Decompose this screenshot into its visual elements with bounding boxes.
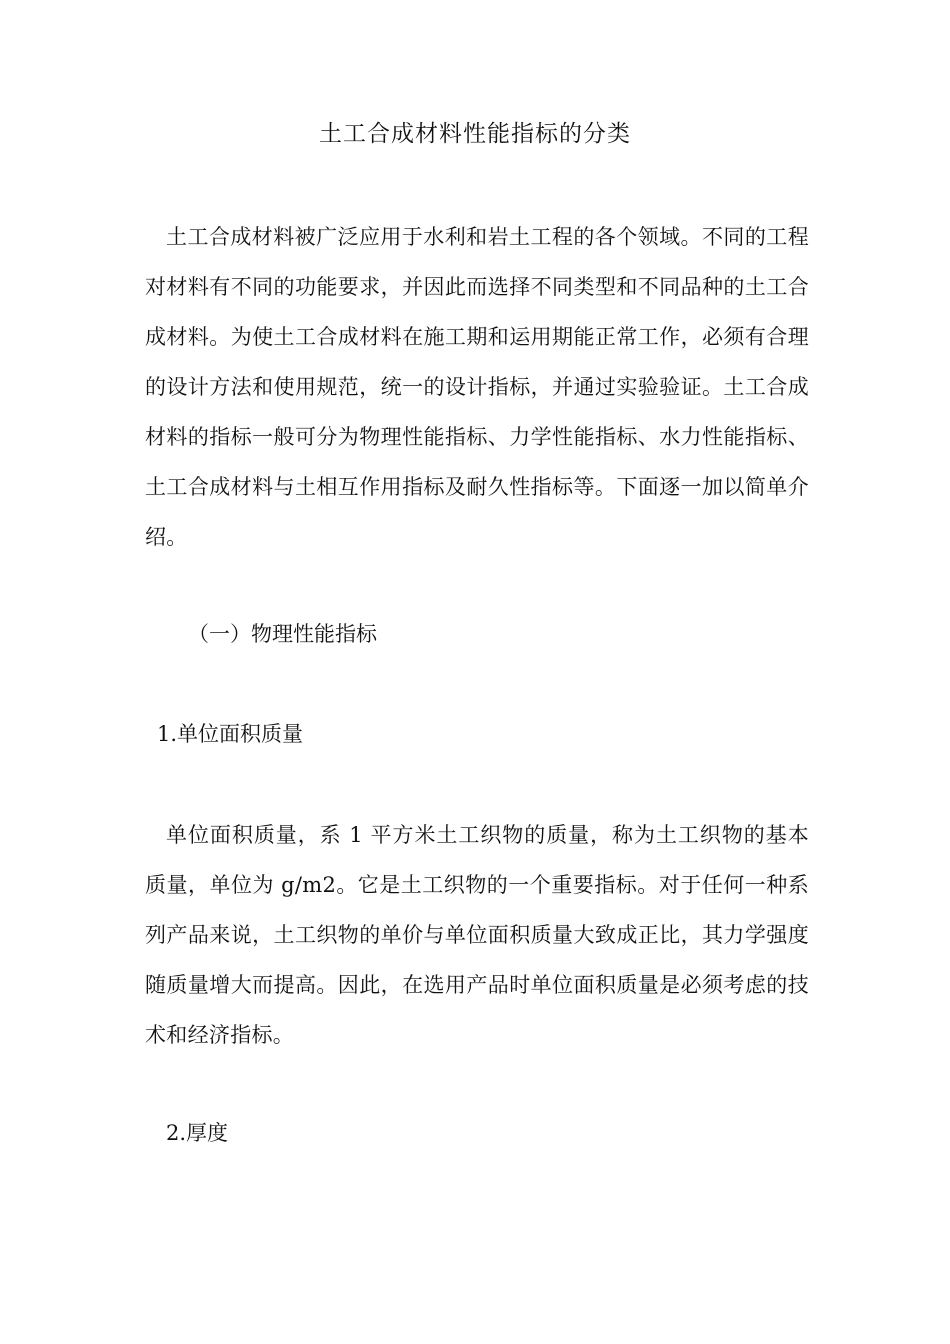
subsection-heading-thickness: 2.厚度	[166, 1121, 229, 1145]
intro-paragraph: 土工合成材料被广泛应用于水利和岩土工程的各个领域。不同的工程对材料有不同的功能要求，并因此而选择不同类型和不同品种的土工合成材料。为使土工合成材料在施工期和运用期能正常工作，必须有合理的设计方法和使用规范，统一的设计指标，并通过实验验证。土工合成材料的指标一般可分为物理性能指标、力学性能指标、水力性能指标、土工合成材料与土相互作用指标及耐久性指标等。下面逐一加以简单介绍。	[145, 225, 809, 549]
mass-per-area-paragraph: 单位面积质量，系 1 平方米土工织物的质量，称为土工织物的基本质量，单位为 g/m2。它是土工织物的一个重要指标。对于任何一种系列产品来说，土工织物的单价与单位面积质量大致成正比，其力学强度随质量增大而提高。因此，在选用产品时单位面积质量是必须考虑的技术和经济指标。	[145, 823, 809, 1047]
section-heading-physical-properties: （一）物理性能指标	[188, 622, 377, 646]
subsection-heading-mass-per-area: 1.单位面积质量	[157, 722, 304, 746]
document-title: 土工合成材料性能指标的分类	[319, 121, 631, 147]
